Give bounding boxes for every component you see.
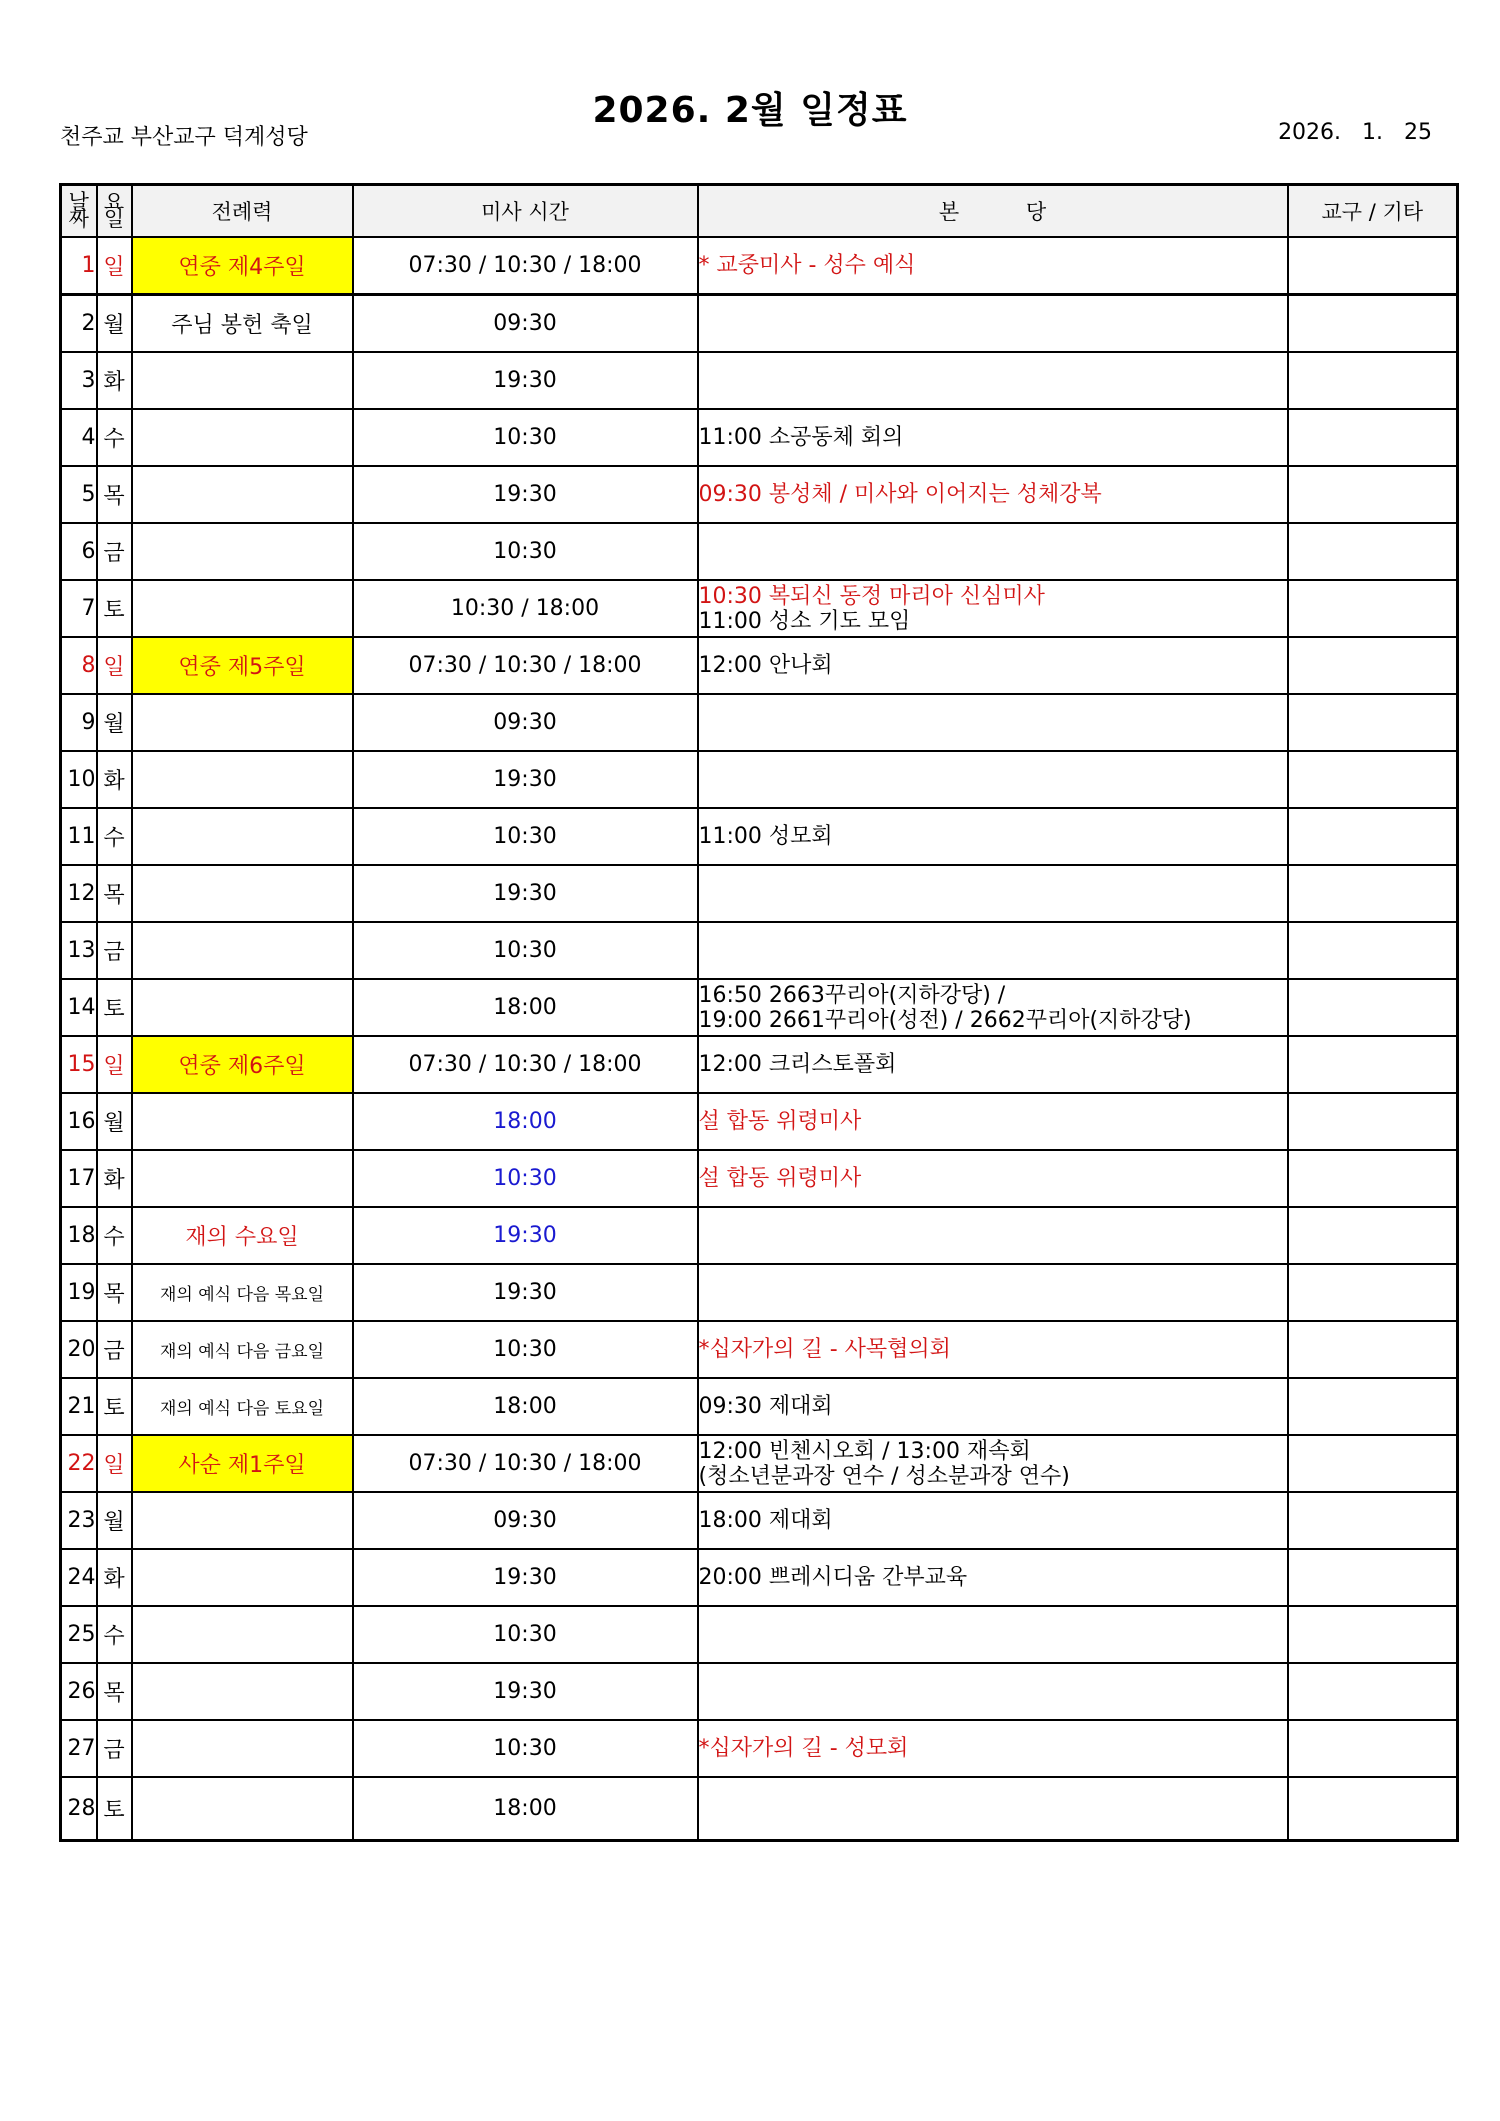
liturgy-cell	[132, 808, 353, 865]
column-header-liturgy: 전례력	[132, 185, 353, 238]
diocese-other-cell	[1288, 409, 1458, 466]
parish-event-cell	[698, 1663, 1288, 1720]
diocese-other-cell	[1288, 580, 1458, 637]
event-line: 12:00 안나회	[698, 653, 833, 678]
column-header-main: 본 당	[698, 185, 1288, 238]
table-row	[61, 466, 1458, 523]
diocese-other-cell	[1288, 237, 1458, 295]
table-row	[61, 523, 1458, 580]
liturgy-cell	[132, 1150, 353, 1207]
mass-time-cell: 19:30	[353, 466, 698, 523]
weekday-cell: 화	[97, 1150, 132, 1207]
mass-time-cell: 07:30 / 10:30 / 18:00	[353, 637, 698, 694]
liturgy-cell	[132, 1492, 353, 1549]
weekday-cell: 수	[97, 1606, 132, 1663]
table-row	[61, 1549, 1458, 1606]
diocese-other-cell	[1288, 466, 1458, 523]
table-row	[61, 637, 1458, 694]
table-row	[61, 694, 1458, 751]
day-cell: 27	[61, 1720, 97, 1777]
table-row	[61, 1150, 1458, 1207]
mass-time-cell: 19:30	[353, 865, 698, 922]
weekday-cell: 월	[97, 1492, 132, 1549]
liturgy-cell	[132, 1549, 353, 1606]
liturgy-cell	[132, 1720, 353, 1777]
event-line: *십자가의 길 - 성모회	[698, 1736, 909, 1761]
table-row	[61, 295, 1458, 353]
parish-event-cell	[698, 409, 1288, 466]
diocese-other-cell	[1288, 1435, 1458, 1492]
parish-event-cell	[698, 580, 1288, 637]
liturgy-cell	[132, 1663, 353, 1720]
table-row	[61, 1720, 1458, 1777]
diocese-other-cell	[1288, 1036, 1458, 1093]
liturgy-cell: 연중 제6주일	[132, 1036, 353, 1093]
parish-event-cell	[698, 1720, 1288, 1777]
column-header-etc: 교구 / 기타	[1288, 185, 1458, 238]
parish-event-cell	[698, 295, 1288, 353]
mass-time-cell: 09:30	[353, 295, 698, 353]
event-line: 설 합동 위령미사	[698, 1109, 862, 1134]
liturgy-cell	[132, 1093, 353, 1150]
table-row	[61, 808, 1458, 865]
event-line: 10:30 복되신 동정 마리아 신심미사	[698, 583, 1045, 609]
table-row	[61, 1663, 1458, 1720]
parish-event-cell	[698, 808, 1288, 865]
day-cell: 23	[61, 1492, 97, 1549]
schedule-table	[59, 183, 1459, 1842]
mass-time-cell: 19:30	[353, 352, 698, 409]
liturgy-cell: 연중 제5주일	[132, 637, 353, 694]
diocese-other-cell	[1288, 1663, 1458, 1720]
table-row	[61, 1264, 1458, 1321]
day-cell: 26	[61, 1663, 97, 1720]
mass-time-cell: 10:30	[353, 409, 698, 466]
parish-event-cell	[698, 1777, 1288, 1841]
diocese-other-cell	[1288, 1492, 1458, 1549]
weekday-cell: 일	[97, 1036, 132, 1093]
diocese-other-cell	[1288, 295, 1458, 353]
document-date: 2026. 1. 25	[1278, 120, 1432, 145]
table-row	[61, 580, 1458, 637]
weekday-cell: 토	[97, 1378, 132, 1435]
diocese-other-cell	[1288, 1720, 1458, 1777]
weekday-cell: 수	[97, 1207, 132, 1264]
mass-time-cell: 10:30	[353, 922, 698, 979]
diocese-other-cell	[1288, 1606, 1458, 1663]
weekday-cell: 토	[97, 580, 132, 637]
weekday-cell: 수	[97, 409, 132, 466]
event-line: (청소년분과장 연수 / 성소분과장 연수)	[698, 1463, 1070, 1489]
event-line: * 교중미사 - 성수 예식	[698, 253, 916, 278]
event-line: 18:00 제대회	[698, 1508, 833, 1533]
weekday-cell: 일	[97, 237, 132, 295]
mass-time-cell: 07:30 / 10:30 / 18:00	[353, 237, 698, 295]
event-line: 12:00 크리스토폴회	[698, 1052, 897, 1077]
liturgy-cell	[132, 580, 353, 637]
parish-event-cell	[698, 1093, 1288, 1150]
mass-time-cell: 18:00	[353, 1378, 698, 1435]
weekday-cell: 목	[97, 865, 132, 922]
liturgy-cell	[132, 922, 353, 979]
parish-event-cell	[698, 751, 1288, 808]
day-cell: 14	[61, 979, 97, 1036]
parish-event-cell	[698, 1549, 1288, 1606]
weekday-cell: 일	[97, 637, 132, 694]
day-cell: 5	[61, 466, 97, 523]
parish-event-cell	[698, 979, 1288, 1036]
liturgy-cell: 재의 예식 다음 목요일	[132, 1264, 353, 1321]
day-cell: 21	[61, 1378, 97, 1435]
weekday-cell: 수	[97, 808, 132, 865]
parish-event-cell	[698, 1264, 1288, 1321]
table-row	[61, 237, 1458, 295]
page-title: 2026. 2월 일정표	[592, 90, 908, 131]
day-cell: 19	[61, 1264, 97, 1321]
liturgy-cell	[132, 523, 353, 580]
mass-time-cell: 18:00	[353, 1093, 698, 1150]
liturgy-cell: 재의 수요일	[132, 1207, 353, 1264]
table-row	[61, 922, 1458, 979]
diocese-other-cell	[1288, 694, 1458, 751]
diocese-other-cell	[1288, 1777, 1458, 1841]
day-cell: 6	[61, 523, 97, 580]
liturgy-cell: 사순 제1주일	[132, 1435, 353, 1492]
mass-time-cell: 19:30	[353, 1264, 698, 1321]
diocese-other-cell	[1288, 979, 1458, 1036]
diocese-other-cell	[1288, 865, 1458, 922]
parish-event-cell	[698, 523, 1288, 580]
organization-name: 천주교 부산교구 덕계성당	[60, 125, 308, 150]
mass-time-cell: 10:30	[353, 1606, 698, 1663]
weekday-cell: 월	[97, 1093, 132, 1150]
mass-time-cell: 18:00	[353, 979, 698, 1036]
day-cell: 3	[61, 352, 97, 409]
liturgy-cell	[132, 865, 353, 922]
event-line: 09:30 봉성체 / 미사와 이어지는 성체강복	[698, 482, 1102, 507]
table-row	[61, 751, 1458, 808]
mass-time-cell: 09:30	[353, 1492, 698, 1549]
parish-event-cell	[698, 1207, 1288, 1264]
day-cell: 2	[61, 295, 97, 353]
table-row	[61, 352, 1458, 409]
mass-time-cell: 10:30 / 18:00	[353, 580, 698, 637]
parish-event-cell	[698, 694, 1288, 751]
column-header-dow: 요일	[97, 185, 132, 238]
day-cell: 7	[61, 580, 97, 637]
event-line: *십자가의 길 - 사목협의회	[698, 1337, 951, 1362]
table-row	[61, 979, 1458, 1036]
diocese-other-cell	[1288, 751, 1458, 808]
table-row	[61, 1606, 1458, 1663]
mass-time-cell: 10:30	[353, 523, 698, 580]
table-row	[61, 1321, 1458, 1378]
day-cell: 22	[61, 1435, 97, 1492]
liturgy-cell	[132, 1777, 353, 1841]
diocese-other-cell	[1288, 1207, 1458, 1264]
event-line: 20:00 쁘레시디움 간부교육	[698, 1565, 968, 1590]
event-line: 16:50 2663꾸리아(지하강당) /	[698, 982, 1006, 1008]
parish-event-cell	[698, 1321, 1288, 1378]
weekday-cell: 토	[97, 979, 132, 1036]
weekday-cell: 월	[97, 694, 132, 751]
day-cell: 12	[61, 865, 97, 922]
day-cell: 13	[61, 922, 97, 979]
mass-time-cell: 19:30	[353, 751, 698, 808]
liturgy-cell	[132, 409, 353, 466]
parish-event-cell	[698, 352, 1288, 409]
table-row	[61, 1777, 1458, 1841]
parish-event-cell	[698, 237, 1288, 295]
liturgy-cell: 재의 예식 다음 토요일	[132, 1378, 353, 1435]
diocese-other-cell	[1288, 1378, 1458, 1435]
liturgy-cell	[132, 352, 353, 409]
day-cell: 28	[61, 1777, 97, 1841]
liturgy-cell	[132, 694, 353, 751]
day-cell: 8	[61, 637, 97, 694]
day-cell: 4	[61, 409, 97, 466]
table-row	[61, 1492, 1458, 1549]
table-row	[61, 1378, 1458, 1435]
table-row	[61, 1036, 1458, 1093]
diocese-other-cell	[1288, 922, 1458, 979]
weekday-cell: 화	[97, 1549, 132, 1606]
liturgy-cell: 연중 제4주일	[132, 237, 353, 295]
table-row	[61, 1207, 1458, 1264]
mass-time-cell: 07:30 / 10:30 / 18:00	[353, 1435, 698, 1492]
parish-event-cell	[698, 1606, 1288, 1663]
mass-time-cell: 19:30	[353, 1549, 698, 1606]
event-line: 설 합동 위령미사	[698, 1166, 862, 1191]
diocese-other-cell	[1288, 637, 1458, 694]
mass-time-cell: 10:30	[353, 1720, 698, 1777]
day-cell: 10	[61, 751, 97, 808]
mass-time-cell: 10:30	[353, 808, 698, 865]
weekday-cell: 금	[97, 922, 132, 979]
parish-event-cell	[698, 1036, 1288, 1093]
diocese-other-cell	[1288, 352, 1458, 409]
event-line: 11:00 소공동체 회의	[698, 425, 904, 450]
weekday-cell: 화	[97, 751, 132, 808]
day-cell: 25	[61, 1606, 97, 1663]
event-line: 12:00 빈첸시오회 / 13:00 재속회	[698, 1438, 1031, 1464]
column-header-mass: 미사 시간	[353, 185, 698, 238]
weekday-cell: 일	[97, 1435, 132, 1492]
diocese-other-cell	[1288, 523, 1458, 580]
weekday-cell: 금	[97, 523, 132, 580]
mass-time-cell: 18:00	[353, 1777, 698, 1841]
day-cell: 16	[61, 1093, 97, 1150]
table-header-row	[61, 185, 1458, 238]
weekday-cell: 금	[97, 1720, 132, 1777]
liturgy-cell	[132, 466, 353, 523]
weekday-cell: 월	[97, 295, 132, 353]
mass-time-cell: 07:30 / 10:30 / 18:00	[353, 1036, 698, 1093]
parish-event-cell	[698, 1150, 1288, 1207]
liturgy-cell	[132, 979, 353, 1036]
liturgy-cell: 재의 예식 다음 금요일	[132, 1321, 353, 1378]
parish-event-cell	[698, 637, 1288, 694]
parish-event-cell	[698, 865, 1288, 922]
parish-event-cell	[698, 922, 1288, 979]
day-cell: 20	[61, 1321, 97, 1378]
event-line: 11:00 성모회	[698, 824, 833, 849]
day-cell: 9	[61, 694, 97, 751]
liturgy-cell	[132, 751, 353, 808]
parish-event-cell	[698, 1378, 1288, 1435]
diocese-other-cell	[1288, 1093, 1458, 1150]
parish-event-cell	[698, 1435, 1288, 1492]
diocese-other-cell	[1288, 808, 1458, 865]
weekday-cell: 금	[97, 1321, 132, 1378]
mass-time-cell: 09:30	[353, 694, 698, 751]
day-cell: 15	[61, 1036, 97, 1093]
table-row	[61, 865, 1458, 922]
event-line: 09:30 제대회	[698, 1394, 833, 1419]
table-row	[61, 1435, 1458, 1492]
diocese-other-cell	[1288, 1549, 1458, 1606]
column-header-day: 날짜	[61, 185, 97, 238]
table-row	[61, 1093, 1458, 1150]
mass-time-cell: 19:30	[353, 1207, 698, 1264]
liturgy-cell: 주님 봉헌 축일	[132, 295, 353, 353]
weekday-cell: 목	[97, 466, 132, 523]
diocese-other-cell	[1288, 1321, 1458, 1378]
day-cell: 1	[61, 237, 97, 295]
event-line: 19:00 2661꾸리아(성전) / 2662꾸리아(지하강당)	[698, 1007, 1192, 1033]
table-row	[61, 409, 1458, 466]
mass-time-cell: 10:30	[353, 1150, 698, 1207]
diocese-other-cell	[1288, 1264, 1458, 1321]
mass-time-cell: 19:30	[353, 1663, 698, 1720]
event-line: 11:00 성소 기도 모임	[698, 608, 911, 634]
parish-event-cell	[698, 1492, 1288, 1549]
day-cell: 24	[61, 1549, 97, 1606]
liturgy-cell	[132, 1606, 353, 1663]
weekday-cell: 토	[97, 1777, 132, 1841]
day-cell: 17	[61, 1150, 97, 1207]
diocese-other-cell	[1288, 1150, 1458, 1207]
weekday-cell: 목	[97, 1663, 132, 1720]
day-cell: 18	[61, 1207, 97, 1264]
weekday-cell: 목	[97, 1264, 132, 1321]
mass-time-cell: 10:30	[353, 1321, 698, 1378]
weekday-cell: 화	[97, 352, 132, 409]
parish-event-cell	[698, 466, 1288, 523]
day-cell: 11	[61, 808, 97, 865]
